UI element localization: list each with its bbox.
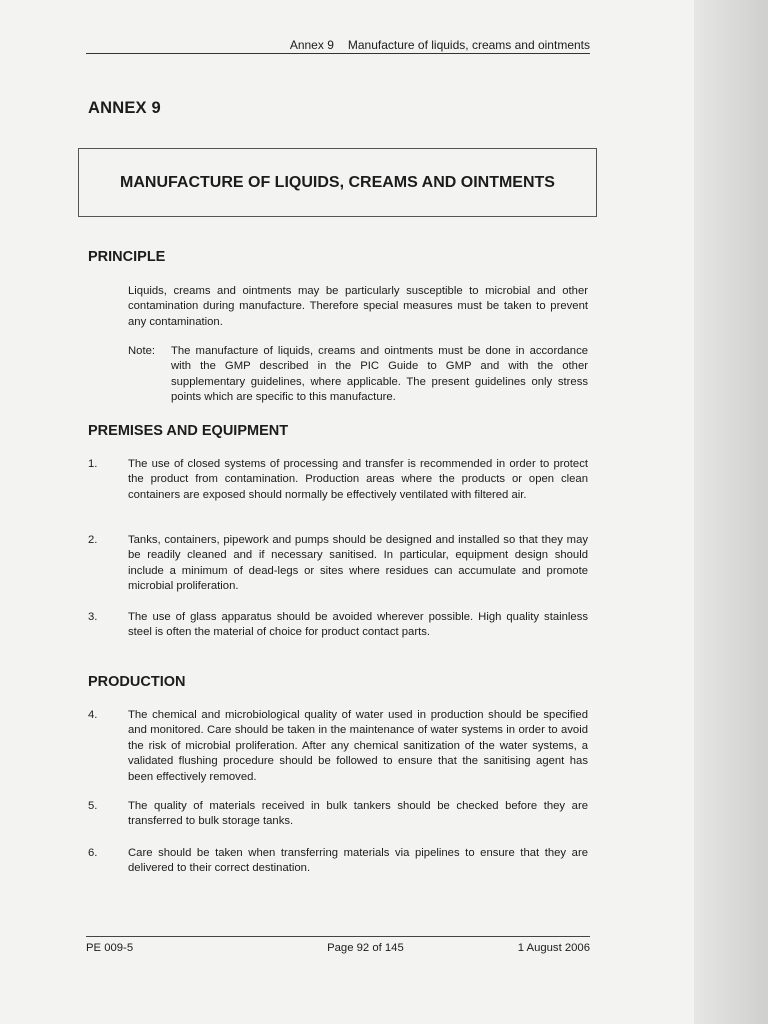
list-item-text: The chemical and microbiological quality of water used in production should be specified and monitored. Care should be taken in the maintenance of water systems in order to avoid the risk of microbial proliferation. After any chemical sanitization of the water systems, a validated flushing procedure should be followed to ensure that the sanitising agent has been effectively removed. — [128, 709, 588, 783]
item-number: 2. — [88, 534, 98, 546]
item-number: 5. — [88, 800, 98, 812]
list-item-text: Care should be taken when transferring materials via pipelines to ensure that they are delivered to their correct destination. — [128, 847, 588, 875]
item-number: 6. — [88, 847, 98, 859]
section-heading-production: PRODUCTION — [88, 674, 186, 690]
section-heading-premises: PREMISES AND EQUIPMENT — [88, 423, 289, 439]
note-text: The manufacture of liquids, creams and ointments must be done in accordance with the GMP described in the PIC Guide to GMP and with the other supplementary guidelines, where applicable. The present guidelines only stress points which are specific to this manufacture. — [171, 345, 588, 404]
annex-title: ANNEX 9 — [88, 99, 161, 117]
running-header — [86, 38, 590, 54]
header-annex-number: Annex 9 — [289, 38, 334, 52]
scan-background-edge — [694, 0, 768, 1024]
note-label: Note: — [128, 345, 156, 357]
item-number: 3. — [88, 611, 98, 623]
page-footer — [86, 936, 590, 954]
section-heading-principle: PRINCIPLE — [88, 249, 166, 265]
footer-date: 1 August 2006 — [517, 942, 590, 954]
document-title: MANUFACTURE OF LIQUIDS, CREAMS AND OINTMENTS — [120, 174, 555, 191]
item-number: 4. — [88, 709, 98, 721]
principle-paragraph: Liquids, creams and ointments may be particularly susceptible to microbial and other contamination during manufacture. Therefore special measures must be taken to prevent any contamination. — [128, 285, 588, 328]
footer-page-number: Page 92 of 145 — [327, 942, 404, 954]
list-item-text: Tanks, containers, pipework and pumps should be designed and installed so that they may be readily cleaned and if necessary sanitised. In particular, equipment design should include a minimum of dead-legs or sites where residues can accumulate and promote microbial proliferation. — [128, 534, 588, 593]
list-item-text: The use of glass apparatus should be avoided wherever possible. High quality stainless steel is often the material of choice for product contact parts. — [128, 611, 588, 639]
footer-document-id: PE 009-5 — [86, 942, 134, 954]
list-item-text: The use of closed systems of processing and transfer is recommended in order to protect the product from contamination. Production areas where the products or open clean containers are exposed should normally be effectively ventilated with filtered air. — [128, 458, 588, 501]
item-number: 1. — [88, 458, 98, 470]
document-title-box — [78, 148, 597, 217]
list-item-text: The quality of materials received in bulk tankers should be checked before they are transferred to bulk storage tanks. — [128, 800, 588, 828]
header-running-title: Manufacture of liquids, creams and ointments — [347, 38, 590, 52]
